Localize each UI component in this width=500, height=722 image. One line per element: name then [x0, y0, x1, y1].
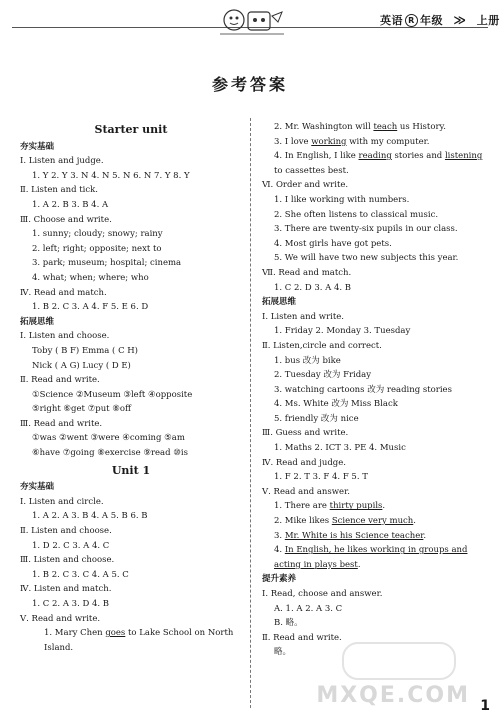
answer-line: ①was ②went ③were ④coming ⑤am: [32, 433, 185, 444]
question-heading: Ⅰ. Listen and judge.: [20, 156, 104, 167]
question-heading: Ⅰ. Read, choose and answer.: [262, 589, 383, 599]
answer-text: us History.: [397, 122, 446, 132]
answer-text: stories and: [391, 151, 445, 162]
right-column: [262, 120, 487, 660]
answer-text: 4. In English, I like: [274, 151, 359, 162]
question-heading: Ⅵ. Order and write.: [262, 180, 349, 191]
answer-line: Nick ( A G) Lucy ( D E): [32, 360, 131, 371]
answer-line: 1. C 2. A 3. D 4. B: [32, 599, 110, 609]
answer-line: ⑤right ⑥get ⑦put ⑧off: [32, 404, 132, 415]
unit-title: Unit 1: [111, 463, 151, 477]
answer-line: 1. sunny; cloudy; snowy; rainy: [32, 229, 163, 240]
answer-line: [262, 529, 487, 544]
unit-title: Starter unit: [94, 123, 168, 136]
question-heading: Ⅱ. Read and write.: [262, 632, 342, 643]
answer-line: [262, 499, 487, 514]
question-heading: Ⅴ. Read and answer.: [262, 486, 350, 497]
question-heading: Ⅲ. Listen and choose.: [20, 555, 115, 566]
answer-line: 4. Ms. White 改为 Miss Black: [274, 399, 398, 410]
edition-badge: R: [405, 14, 418, 27]
answer-line: 1. bus 改为 bike: [274, 355, 341, 366]
answer-line: B. 略。: [274, 618, 303, 629]
answer-line: 1. B 2. C 3. C 4. A 5. C: [32, 569, 129, 580]
answer-line: 2. She often listens to classical music.: [274, 209, 439, 220]
answer-text: with my computer.: [346, 136, 430, 147]
answer-line: [262, 514, 487, 529]
answer-line: 5. friendly 改为 nice: [274, 413, 359, 424]
underlined-answer: Mr. White is his Science teacher: [284, 530, 424, 541]
question-heading: Ⅳ. Read and match.: [20, 287, 107, 298]
answer-line: 1. Maths 2. ICT 3. PE 4. Music: [274, 443, 406, 454]
question-heading: Ⅴ. Read and write.: [20, 613, 101, 624]
answer-text: .: [413, 516, 416, 527]
answer-line: ①Science ②Museum ③left ④opposite: [32, 389, 193, 400]
question-heading: Ⅶ. Read and match.: [262, 267, 352, 278]
term-label: 上册: [476, 14, 500, 27]
page-header: [0, 0, 500, 40]
underlined-answer: In English, he likes working in groups and acting in plays best: [274, 545, 468, 570]
answer-line: A. 1. A 2. A 3. C: [274, 603, 343, 614]
answer-text: .: [382, 501, 386, 512]
answer-line: [262, 543, 487, 572]
page-title: 参考答案: [211, 75, 288, 94]
subject-label: 英语: [380, 14, 403, 27]
answer-text: 1. There are: [274, 501, 330, 512]
header-subject: [380, 12, 500, 28]
answer-text: 4.: [274, 545, 285, 556]
watermark: MXQE.COM: [316, 683, 470, 708]
answer-text: to Lake School on North Island.: [44, 628, 234, 653]
watermark-logo: [342, 642, 456, 680]
answer-text: 1. Mary Chen: [44, 628, 106, 639]
answer-line: 1. I like working with numbers.: [274, 194, 410, 205]
answer-text: 2. Mr. Washington will: [274, 122, 374, 132]
answer-line: [262, 135, 487, 150]
question-heading: Ⅱ. Listen and tick.: [20, 185, 98, 196]
answer-line: 3. watching cartoons 改为 reading stories: [274, 384, 452, 395]
answer-line: [262, 120, 487, 135]
answer-line: Toby ( B F) Emma ( C H): [32, 345, 139, 356]
question-heading: Ⅱ. Listen and choose.: [20, 526, 112, 537]
section-heading: 夯实基础: [20, 141, 55, 152]
answer-text: .: [357, 559, 361, 570]
page-number: 1: [480, 698, 490, 714]
question-heading: Ⅲ. Read and write.: [20, 418, 103, 429]
answer-text: to cassettes best.: [274, 165, 349, 176]
answer-line: 1. Friday 2. Monday 3. Tuesday: [274, 326, 411, 337]
answer-line: 1. C 2. D 3. A 4. B: [274, 282, 352, 293]
grade-label: 年级: [420, 14, 443, 27]
underlined-answer: goes: [105, 628, 126, 639]
answer-line: 1. A 2. A 3. B 4. A 5. B 6. B: [32, 511, 148, 522]
question-heading: Ⅲ. Choose and write.: [20, 214, 112, 225]
answer-text: 3. I love: [274, 136, 312, 147]
answer-line: 略。: [274, 647, 292, 658]
answer-line: 1. D 2. C 3. A 4. C: [32, 540, 110, 551]
mascot-icon: [212, 2, 292, 42]
question-heading: Ⅱ. Read and write.: [20, 375, 100, 386]
answer-line: 1. F 2. T 3. F 4. F 5. T: [274, 472, 368, 483]
section-heading: 夯实基础: [20, 482, 55, 493]
question-heading: Ⅱ. Listen,circle and correct.: [262, 340, 382, 351]
underlined-answer: reading: [358, 151, 392, 162]
question-heading: Ⅰ. Listen and choose.: [20, 331, 110, 342]
chevron-icon: ≫: [453, 13, 467, 27]
answer-line: ⑥have ⑦going ⑧exercise ⑨read ⑩is: [32, 448, 188, 459]
question-heading: Ⅰ. Listen and circle.: [20, 496, 104, 507]
question-heading: Ⅳ. Listen and match.: [20, 584, 112, 595]
answer-text: .: [423, 530, 427, 541]
answer-line: [20, 626, 242, 655]
section-heading: 提升素养: [262, 574, 297, 585]
question-heading: Ⅰ. Listen and write.: [262, 311, 344, 322]
answer-line: 5. We will have two new subjects this year.: [274, 253, 459, 264]
section-heading: 拓展思维: [20, 316, 55, 327]
section-heading: 拓展思维: [262, 297, 297, 308]
answer-line: 3. park; museum; hospital; cinema: [32, 258, 182, 269]
underlined-answer: teach: [373, 122, 398, 132]
answer-line: 2. Tuesday 改为 Friday: [274, 370, 372, 381]
question-heading: Ⅳ. Read and judge.: [262, 457, 346, 468]
answer-line: 3. There are twenty-six pupils in our class.: [274, 224, 458, 235]
answer-line: 1. A 2. B 3. B 4. A: [32, 199, 109, 210]
answer-text: 3.: [274, 530, 285, 541]
column-divider: [250, 118, 251, 708]
answer-text: 2. Mike likes: [274, 516, 332, 527]
left-column: [20, 120, 242, 655]
question-heading: Ⅲ. Guess and write.: [262, 428, 349, 439]
underlined-answer: listening: [444, 151, 483, 162]
answer-line: 1. B 2. C 3. A 4. F 5. E 6. D: [32, 302, 149, 313]
answer-line: 4. Most girls have got pets.: [274, 238, 392, 249]
answer-line: [262, 149, 487, 178]
answer-line: 4. what; when; where; who: [32, 272, 149, 283]
underlined-answer: thirty pupils: [329, 501, 383, 512]
underlined-answer: working: [311, 136, 347, 147]
answer-line: 2. left; right; opposite; next to: [32, 243, 162, 254]
answer-line: 1. Y 2. Y 3. N 4. N 5. N 6. N 7. Y 8. Y: [32, 170, 190, 181]
underlined-answer: Science very much: [331, 516, 414, 527]
